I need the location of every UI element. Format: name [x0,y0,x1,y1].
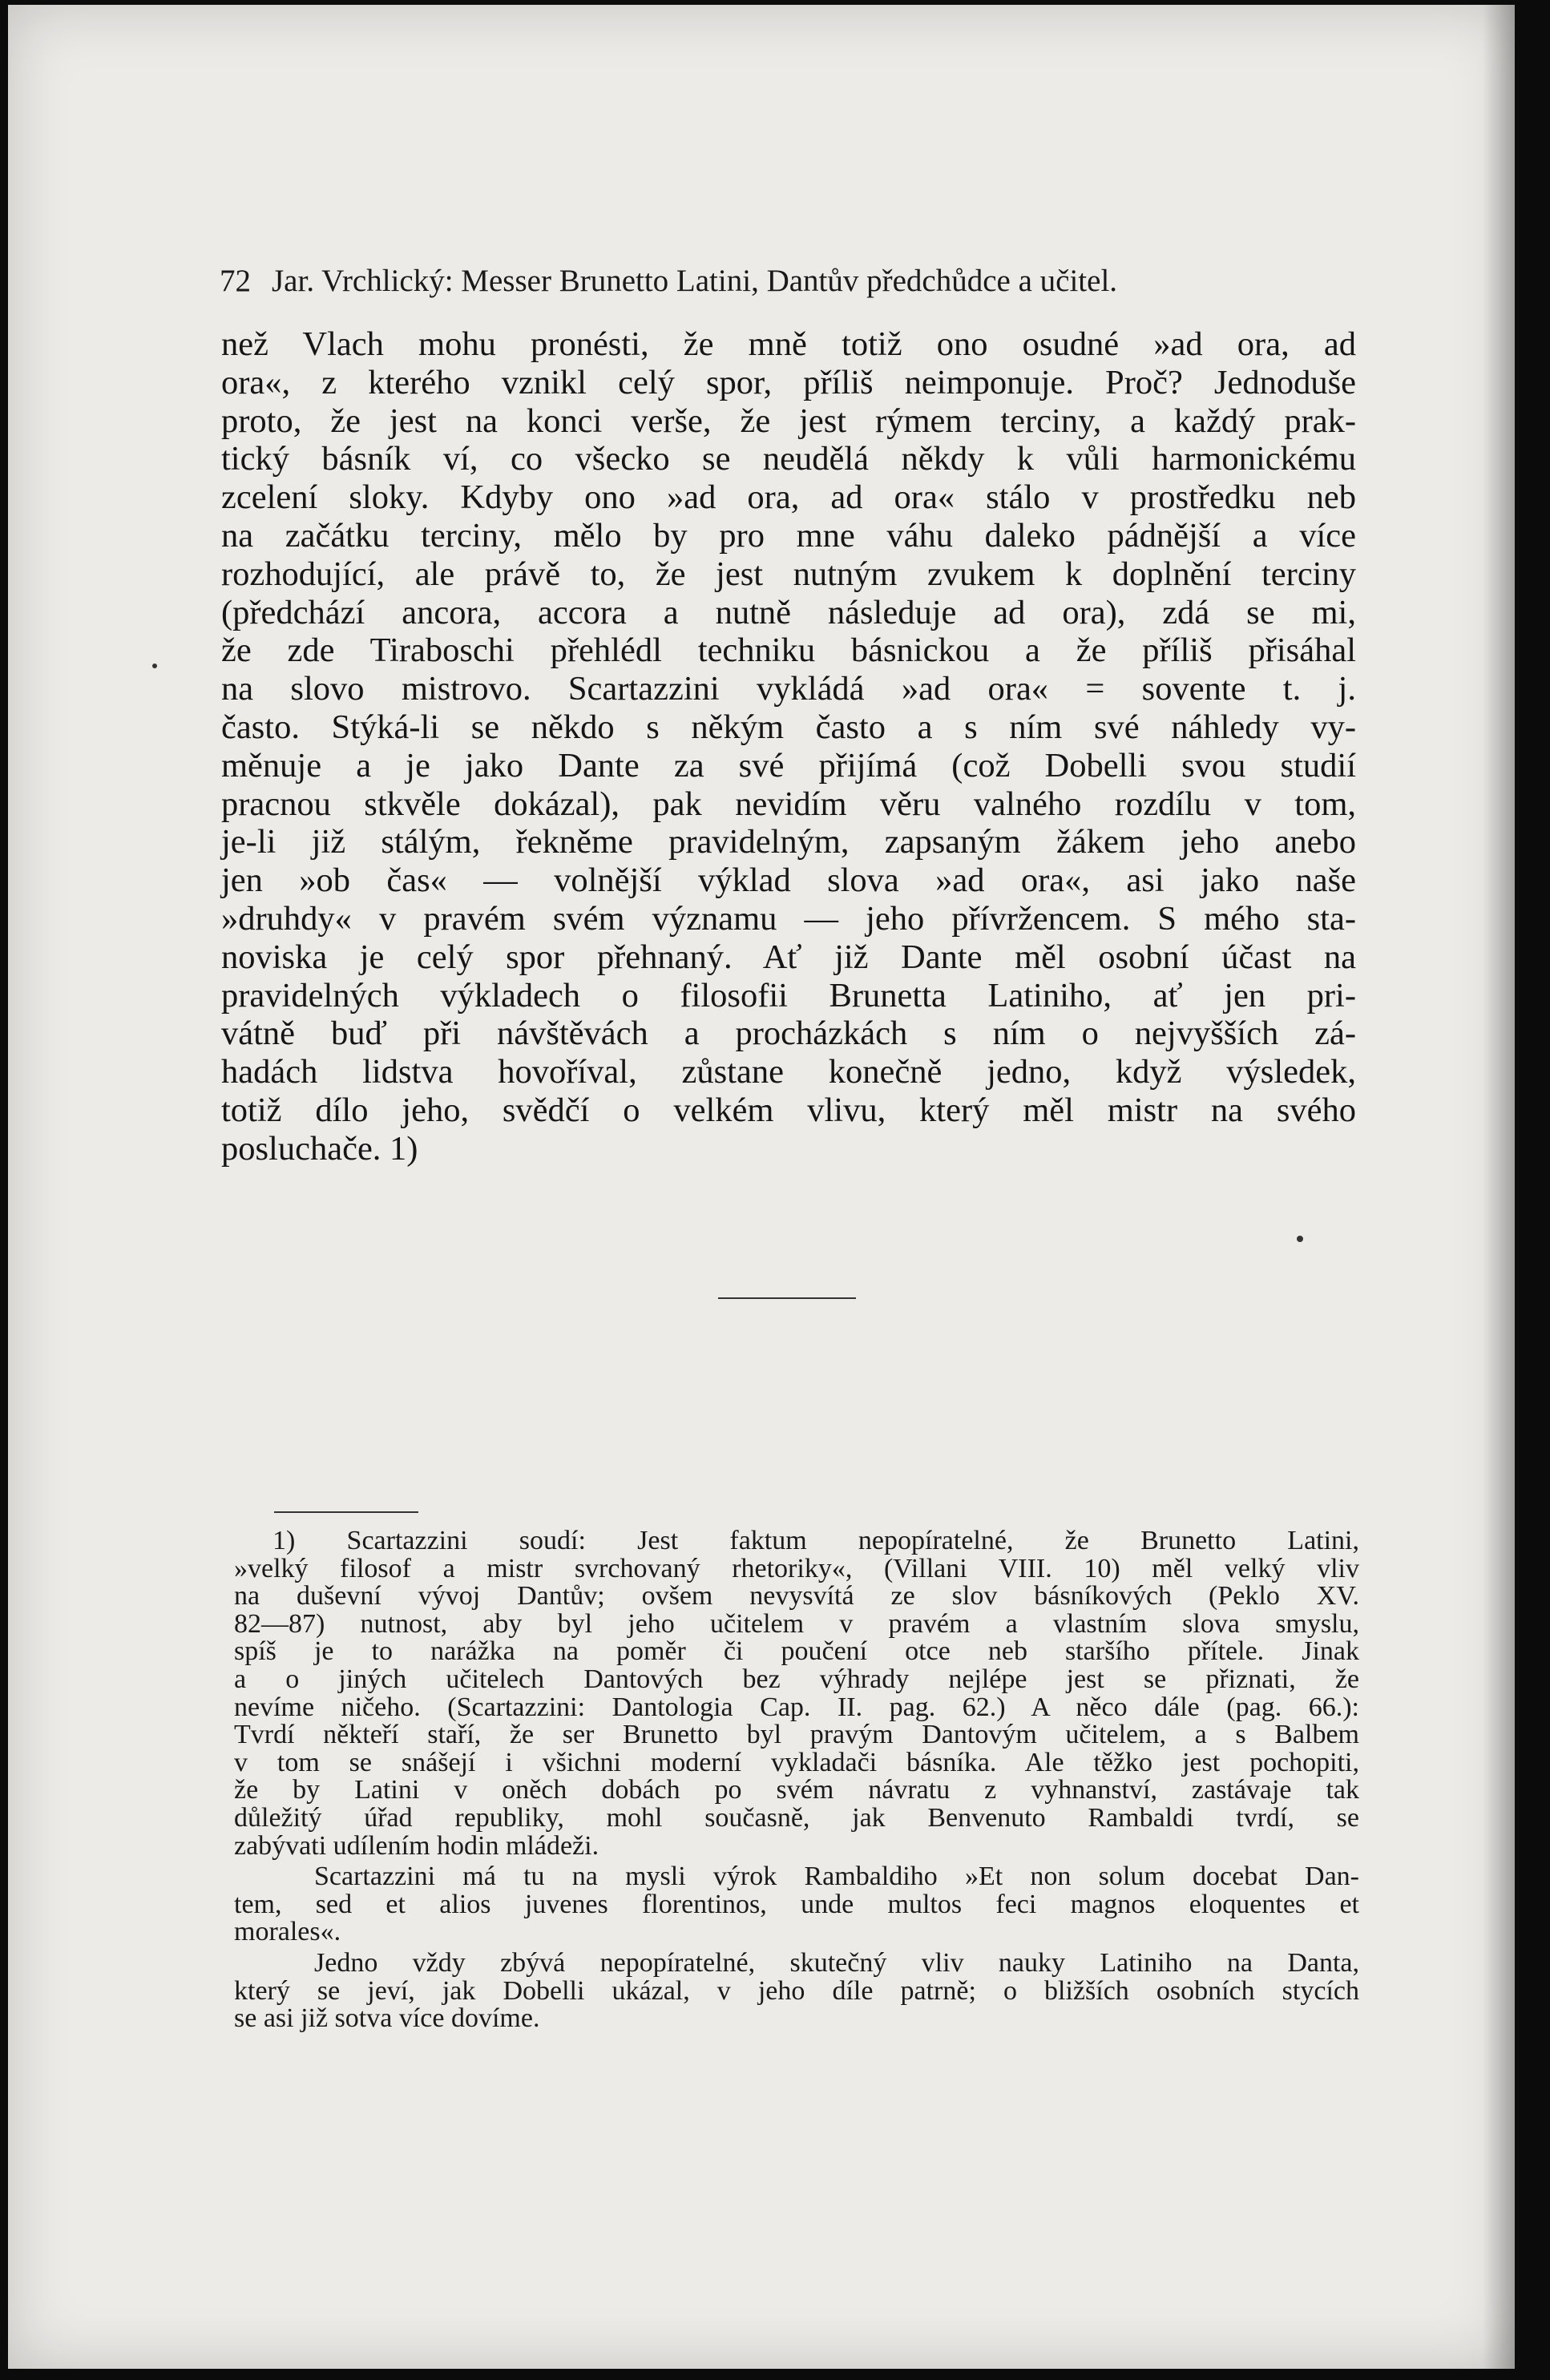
speck-mark [152,664,157,668]
text-line: 82—87) nutnost, aby byl jeho učitelem v pravém a vlastním slova smyslu, [234,1608,1359,1639]
text-line: 1) Scartazzini soudí: Jest faktum nepopíratelné, že Brunetto Latini, [272,1526,1359,1555]
text-line: pracnou stkvěle dokázal), pak nevidím věru valného rozdílu v tom, [221,785,1356,823]
running-header [220,263,1358,299]
text-line: (předchází ancora, accora a nutně následuje ad ora), zdá se mi, [221,593,1356,631]
text-line: pravidelných výkladech o filosofii Brunetta Latiniho, ať jen pri- [221,976,1356,1015]
text-line: jen »ob čas« — volnější výklad slova »ad ora«, asi jako naše [221,861,1356,900]
running-title: Jar. Vrchlický: Messer Brunetto Latini, Dantův předchůdce a učitel. [272,264,1118,298]
main-text [221,325,1356,1168]
text-line: důležitý úřad republiky, mohl současně, jak Benvenuto Rambaldi tvrdí, se [234,1802,1359,1833]
text-line: totiž dílo jeho, svědčí o velkém vlivu, který měl mistr na svého [221,1091,1356,1129]
text-line: a o jiných učitelech Dantových bez výhrady nejlépe jest se přiznati, že [234,1664,1359,1694]
text-line: hadách lidstva hovoříval, zůstane konečně jedno, když výsledek, [221,1053,1356,1091]
text-line: je-li již stálým, řekněme pravidelným, zapsaným žákem jeho anebo [221,823,1356,861]
text-line: měnuje a je jako Dante za své přijímá (což Dobelli svou studií [221,746,1356,785]
text-line: proto, že jest na konci verše, že jest rýmem terciny, a každý prak- [221,401,1356,440]
text-line: tem, sed et alios juvenes florentinos, unde multos feci magnos eloquentes et [234,1889,1359,1919]
text-line: vátně buď při návštěvách a procházkách s ním o nejvyšších zá- [221,1015,1356,1053]
text-line: na duševní vývoj Dantův; ovšem nevysvítá ze slov básníkových (Peklo XV. [234,1581,1359,1612]
text-line: který se jeví, jak Dobelli ukázal, v jeho díle patrně; o bližších osobních stycích [234,1975,1359,2006]
footnote-paragraph-1 [234,1527,1359,1860]
text-line: noviska je celý spor přehnaný. Ať již Dante měl osobní účast na [221,938,1356,976]
text-line: morales«. [234,1917,341,1947]
footnote-paragraph-3 [234,1947,1359,2034]
text-line: v tom se snášejí i všichni moderní vykladači básníka. Ale těžko jest pochopiti, [234,1747,1359,1777]
footnote-paragraph-2 [234,1863,1359,1946]
text-line: že by Latini v oněch dobách po svém návratu z vyhnanství, zastávaje tak [234,1775,1359,1805]
text-line: »druhdy« v pravém svém významu — jeho přívržencem. S mého sta- [221,899,1356,938]
text-line: ora«, z kterého vznikl celý spor, příliš neimponuje. Proč? Jednoduše [221,363,1356,401]
speck-mark [1297,1236,1303,1242]
text-line: »velký filosof a mistr svrchovaný rhetoriky«, (Villani VIII. 10) měl velký vliv [234,1553,1359,1583]
text-line: Scartazzini má tu na mysli výrok Rambaldiho »Et non solum docebat Dan- [314,1862,1359,1892]
book-page [8,5,1515,2369]
page-number: 72 [220,264,251,298]
text-line: se asi již sotva více dovíme. [234,2003,540,2034]
page-edge-shadow [1483,5,1515,2369]
text-line: rozhodující, ale právě to, že jest nutným zvukem k doplnění terciny [221,555,1356,593]
text-line: spíš je to narážka na poměr či poučení otce neb staršího přítele. Jinak [234,1636,1359,1667]
text-line: posluchače. 1) [221,1129,418,1168]
text-line: Tvrdí někteří staří, že ser Brunetto byl pravým Dantovým učitelem, a s Balbem [234,1720,1359,1750]
text-line: nevíme ničeho. (Scartazzini: Dantologia Cap. II. pag. 62.) A něco dále (pag. 66.): [234,1692,1359,1722]
text-line: na začátku terciny, mělo by pro mne váhu daleko pádnější a více [221,516,1356,555]
footnotes [234,1527,1359,2033]
text-line: na slovo mistrovo. Scartazzini vykládá »ad ora« = sovente t. j. [221,670,1356,708]
text-line: že zde Tiraboschi přehlédl techniku básnickou a že příliš přisáhal [221,631,1356,670]
text-line: zcelení sloky. Kdyby ono »ad ora, ad ora« stálo v prostředku neb [221,478,1356,517]
text-line: Jedno vždy zbývá nepopíratelné, skutečný vliv nauky Latiniho na Danta, [314,1947,1359,1978]
text-line: než Vlach mohu pronésti, že mně totiž ono osudné »ad ora, ad [221,325,1356,363]
text-line: často. Stýká-li se někdo s někým často a s ním své náhledy vy- [221,708,1356,746]
text-line: zabývati udílením hodin mládeži. [234,1830,599,1861]
footnote-rule [274,1511,418,1513]
text-line: tický básník ví, co všecko se neudělá někdy k vůli harmonickému [221,440,1356,478]
section-divider [718,1297,856,1299]
